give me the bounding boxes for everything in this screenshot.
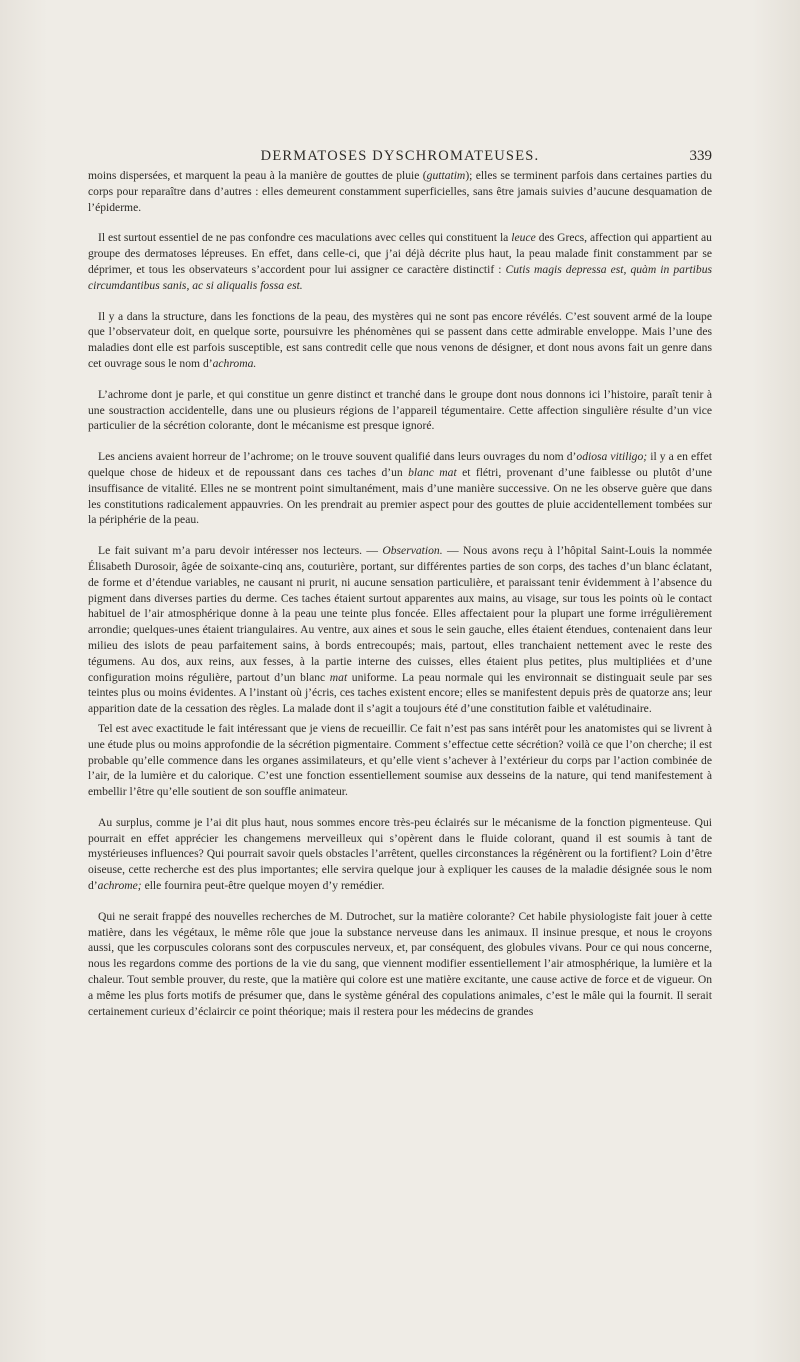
- paragraph: [88, 168, 712, 215]
- text-run: il y a en effet quelque chose de hideux et de repoussant dans ces taches d’un: [88, 450, 712, 479]
- italic-text: Observation.: [382, 544, 443, 558]
- italic-text: achrome;: [97, 879, 142, 893]
- text-run: moins dispersées, et marquent la peau à la manière de gouttes de pluie (: [88, 169, 427, 182]
- text-run: Qui ne serait frappé des nouvelles recherches de M. Dutrochet, sur la matière colorante? Cet habile physiologiste fait jouer à cette matière, dans les végétaux, le même rôle que joue la substance nerveuse dans les animaux. Il insinue presque, et nous le croyons aussi, que les corpuscules colorans sont des corpuscules nerveux, et, par conséquent, des globules vivans. Pour ce qui nous concerne, nous les regardons comme des portions de la vie du sang, que viennent modifier essentiellement l’air atmosphérique, la lumière et la chaleur. Tout semble prouver, du reste, que la matière qui colore est une matière excitante, une cause active de force et de vigueur. On a même les plus forts motifs de présumer que, dans le système général des copulations animales, c’est le mâle qui la fournit. Il serait certainement curieux d’éclaircir ce point théorique; mais il restera pour les médecins de grandes: [88, 909, 712, 1018]
- paragraph: [88, 815, 712, 894]
- text-run: et flétri, provenant d’une faiblesse ou plutôt d’une insuffisance de vitalité. Elles ne se montrent point simultanément, mais d’une manière successive. On ne les observe guère que dans les constitutions radicalement appauvries. On les prendrait au premier aspect pour des gouttes de pluie accidentellement tombées sur la périphérie de la peau.: [88, 465, 712, 527]
- text-run: elle fournira peut-être quelque moyen d’y remédier.: [141, 879, 385, 893]
- paragraph: [88, 721, 712, 800]
- text-run: Il est surtout essentiel de ne pas confondre ces maculations avec celles qui constituent la: [98, 231, 512, 245]
- text-run: ); elles se terminent parfois dans certaines parties du corps pour reparaître dans d’autres : elles demeurent constamment superficielles, sans être jamais suivies d’aucune desquamation de l’épiderme.: [88, 169, 712, 214]
- text-run: Le fait suivant m’a paru devoir intéresser nos lecteurs. —: [98, 544, 383, 558]
- body-text: [88, 168, 712, 1034]
- text-run: Les anciens avaient horreur de l’achrome; on le trouve souvent qualifié dans leurs ouvrages du nom d’: [98, 450, 577, 464]
- running-title: DERMATOSES DYSCHROMATEUSES.: [260, 148, 540, 164]
- text-run: Il y a dans la structure, dans les fonctions de la peau, des mystères qui ne sont pas encore révélés. C’est souvent armé de la loupe que l’observateur doit, en quelque sorte, poursuivre les phénomènes qui se passent dans cette admirable enveloppe. Mais l’une des maladies dont elle est parfois susceptible, est sans contredit celle que nous venons de désigner, et dont nous avons fait un genre dans cet ouvrage sous le nom d’: [88, 309, 712, 370]
- italic-text: guttatim: [426, 169, 466, 182]
- text-run: uniforme. La peau normale qui les environnait se distinguait seule par ses teintes plus ou moins évidentes. A l’instant où j’écris, ces taches existent encore; elles se manifestent depuis près de quatorze ans; leur apparition date de la cessation des règles. La malade dont il s’agit a toujours été d’une constitution faible et valétudinaire.: [88, 670, 712, 716]
- text-run: L’achrome dont je parle, et qui constitue un genre distinct et tranché dans le groupe dont nous donnons ici l’histoire, paraît tenir à une soustraction accidentelle, dans une ou plusieurs régions de l’appareil tégumentaire. Cette affection singulière résulte d’un vice particulier de la sécrétion colorante, dont le mécanisme est presque ignoré.: [88, 387, 712, 433]
- paragraph: [88, 449, 712, 528]
- paragraph: [88, 543, 712, 717]
- italic-text: mat: [329, 670, 348, 684]
- text-run: des Grecs, affection qui appartient au groupe des dermatoses lépreuses. En effet, dans celle-ci, que j’ai déjà décrite plus haut, la peau malade finit constamment par se déprimer, et tous les observateurs s’accordent pour lui assigner ce caractère distinctif :: [88, 231, 712, 276]
- text-run: Au surplus, comme je l’ai dit plus haut, nous sommes encore très-peu éclairés sur le mécanisme de la fonction pigmenteuse. Qui pourrait en effet apprécier les changemens merveilleux qui s’opèrent dans le fluide colorant, quand il est soumis à tant de mystérieuses influences? Qui pourrait savoir quels obstacles l’arrêtent, quelles circonstances la régénèrent ou la fortifient? Loin d’être oiseuse, cette recherche est des plus importantes; elle servira quelque jour à expliquer les causes de la maladie désignée sous le nom d’: [88, 815, 712, 893]
- page-header: [88, 148, 712, 168]
- paragraph: [88, 909, 712, 1020]
- italic-text: Cutis magis depressa est, quàm in partibus circumdantibus sanis, ac si aliqualis fossa est.: [88, 262, 712, 292]
- text-run: — Nous avons reçu à l’hôpital Saint-Louis la nommée Élisabeth Durosoir, âgée de soixante-cinq ans, couturière, portant, sur différentes parties de son corps, des taches d’un blanc éclatant, de forme et d’étendue variables, ne causant ni prurit, ni aucune sensation particulière, et paraissant tenir évidemment à l’absence du pigment dans diverses parties du derme. Ces taches étaient surtout apparentes aux mains, au visage, sur tous les points où le contact habituel de l’air atmosphérique donne à la peau une teinte plus foncée. Elles affectaient pour la plupart une forme irrégulièrement arrondie; quelques-unes étaient triangulaires. Au ventre, aux aines et sous le sein gauche, elles étaient étendues, contenaient dans leur milieu des islots de peau parfaitement sains, à bords entrecoupés; mais, partout, elles tranchaient nettement avec le reste des tégumens. Au dos, aux reins, aux fesses, à la partie interne des cuisses, elles étaient plus petites, plus multipliées et d’une configuration moins régulière, partout d’un blanc: [88, 544, 712, 684]
- italic-text: blanc mat: [408, 465, 457, 479]
- paragraph: [88, 309, 712, 372]
- paragraph: [88, 387, 712, 434]
- italic-text: odiosa vitiligo;: [576, 450, 648, 464]
- paragraph: [88, 230, 712, 293]
- page-number: 339: [689, 148, 712, 164]
- italic-text: achroma.: [212, 356, 257, 370]
- text-run: Tel est avec exactitude le fait intéressant que je viens de recueillir. Ce fait n’est pas sans intérêt pour les anatomistes qui se livrent à une étude plus ou moins approfondie de la sécrétion pigmentaire. Comment s’effectue cette sécrétion? voilà ce que l’on cherche; il est probable qu’elle commence dans les organes assimilateurs, et qu’elle vient s’achever à l’extérieur du corps par l’action combinée de l’air, de la lumière et du calorique. C’est une fonction essentiellement soumise aux desseins de la nature, qui tend manifestement à embellir l’être qu’elle soutient de son souffle animateur.: [88, 721, 712, 799]
- italic-text: leuce: [511, 231, 536, 245]
